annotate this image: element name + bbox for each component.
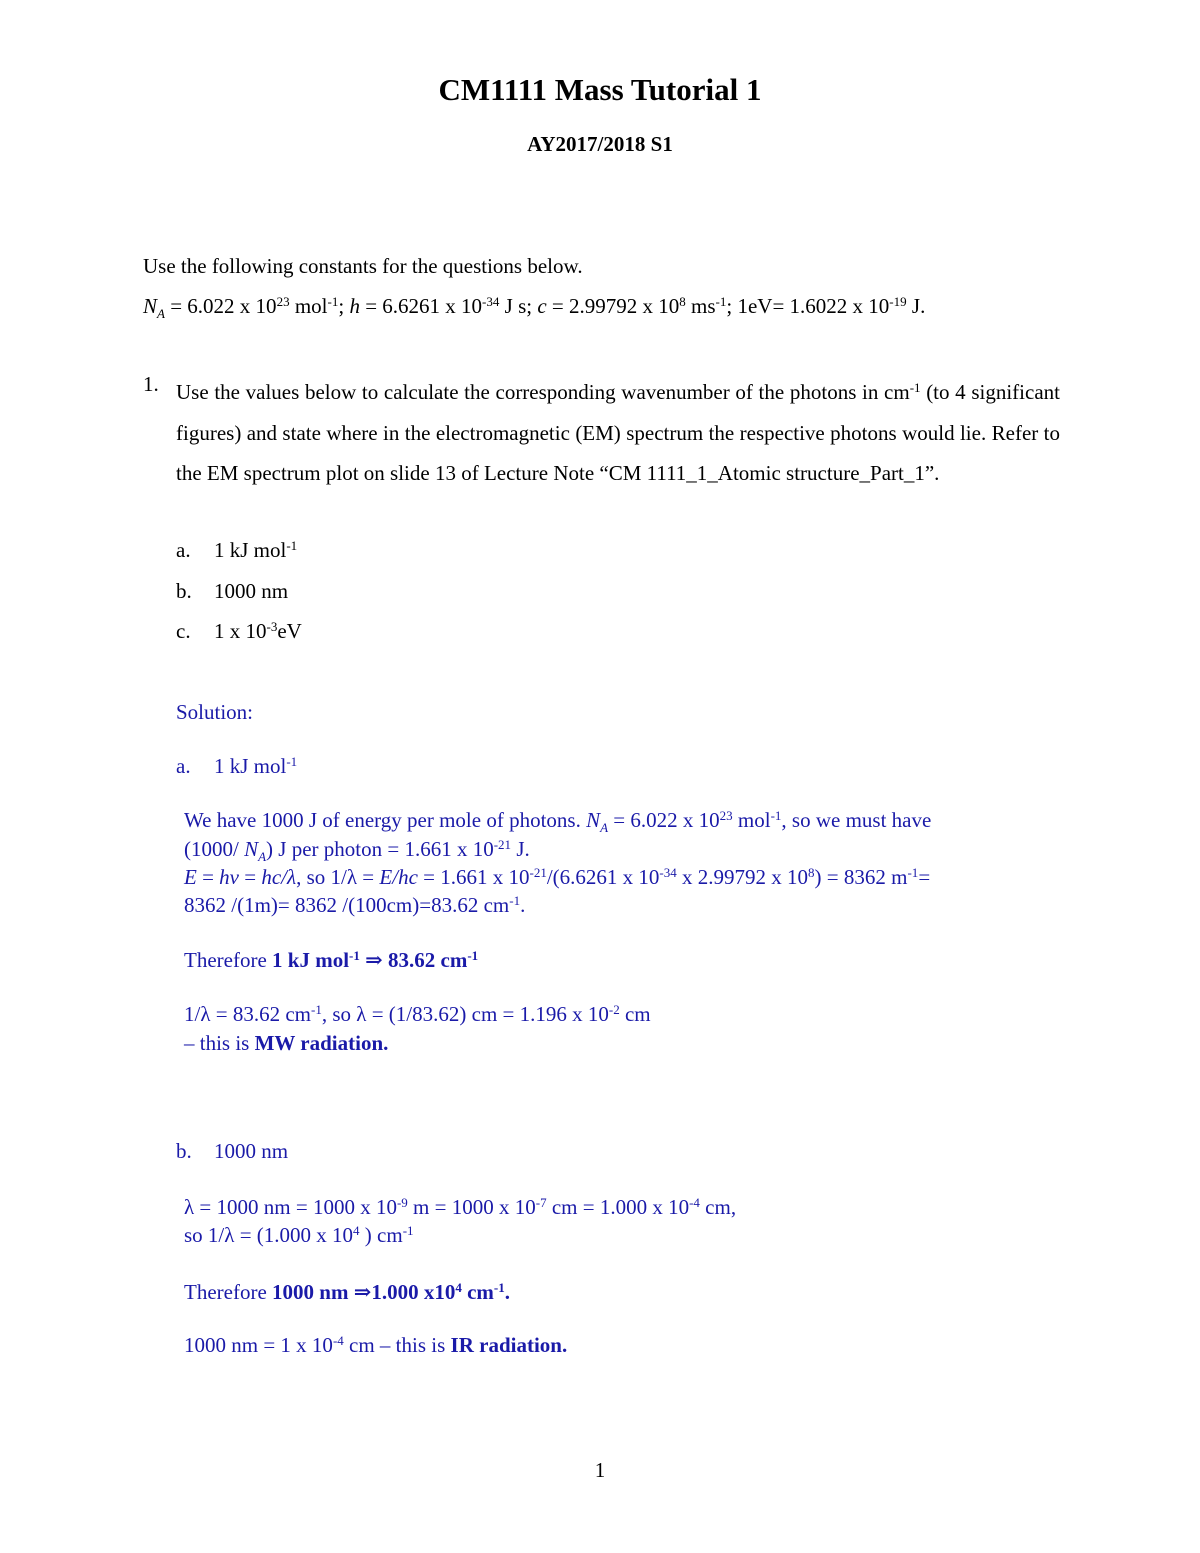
question-item-c: c. 1 x $10^{-3}eV$ — [176, 618, 302, 643]
solution-a-line-4: 8362 /(1m)= 8362 /(100cm)=83.62 $cm^{-1}$. — [184, 892, 526, 917]
question-1-text: Use the values below to calculate the corresponding wavenumber of the photons in $cm^{-1}$ (to 4 significant figures) and state where in the electromagnetic (EM) spectrum the respective photons would lie. Refer to the EM spectrum plot on slide 13 of Lecture Note “CM 1111_1_Atomic structure_Part_1”. — [176, 379, 1060, 485]
constants-line: $N_A = 6.022$ x $10^{23}$ mol$^{-1}$; h = 6.6261 x $10^{-34}$ J s; c = 2.99792 x $10^8$ $ms^{-1}$; 1eV= 1.6022 x $10^{-19}$ J. — [143, 293, 926, 322]
solution-a-line-2: (1000/ $N_A$) J per photon = 1.661 x $10^{-21}$ J. — [184, 836, 530, 865]
solution-b-line-1: λ = 1000 nm = 1000 x $10^{-9}$ m = 1000 x $10^{-7}$ cm = 1.000 x $10^{-4}$ cm, — [184, 1194, 737, 1219]
solution-heading: Solution: — [176, 700, 254, 724]
question-number: 1. — [143, 372, 159, 396]
question-item-a: a. 1 kJ mol$^{-1}$ — [176, 537, 298, 562]
solution-a-label: a. 1 kJ mol$^{-1}$ — [176, 753, 298, 778]
page-title: CM1111 Mass Tutorial 1 — [438, 72, 762, 107]
solution-a-region: – this is MW radiation. — [184, 1031, 389, 1055]
solution-a-wavelength: 1/λ = 83.62 $cm^{-1}$, so λ = (1/83.62) cm = 1.196 x $10^{-2}$ cm — [184, 1001, 651, 1026]
solution-a-line-3: E = hν = hc/λ, so 1/λ = E/hc = 1.661 x $10^{-21}/(6.6261$ x $10^{-34}$ x 2.99792 x $10^8) = 8362$ $m^{-1}=$ — [184, 864, 931, 889]
page-subtitle: AY2017/2018 S1 — [527, 132, 673, 156]
solution-b-label: b. 1000 nm — [176, 1139, 289, 1163]
solution-b-line-2: so 1/λ = (1.000 x $10^4$ ) $cm^{-1}$ — [184, 1222, 414, 1247]
solution-b-region: 1000 nm = 1 x $10^{-4}$ cm – this is IR radiation. — [184, 1332, 568, 1357]
question-item-b: b. 1000 nm — [176, 579, 289, 603]
constants-intro: Use the following constants for the questions below. — [143, 254, 583, 278]
solution-a-result: Therefore 1 kJ mol$^{-1}$ ⇒ 83.62 $cm^{-1}$ — [184, 947, 479, 972]
solution-b-result: Therefore 1000 nm ⇒1.000 $x10^4$ $cm^{-1}$. — [184, 1279, 510, 1304]
page-number: 1 — [594, 1458, 606, 1482]
solution-a-line-1: We have 1000 J of energy per mole of photons. $N_A = 6.022$ x $10^{23}$ mol$^{-1}$, so we must have — [184, 807, 932, 836]
